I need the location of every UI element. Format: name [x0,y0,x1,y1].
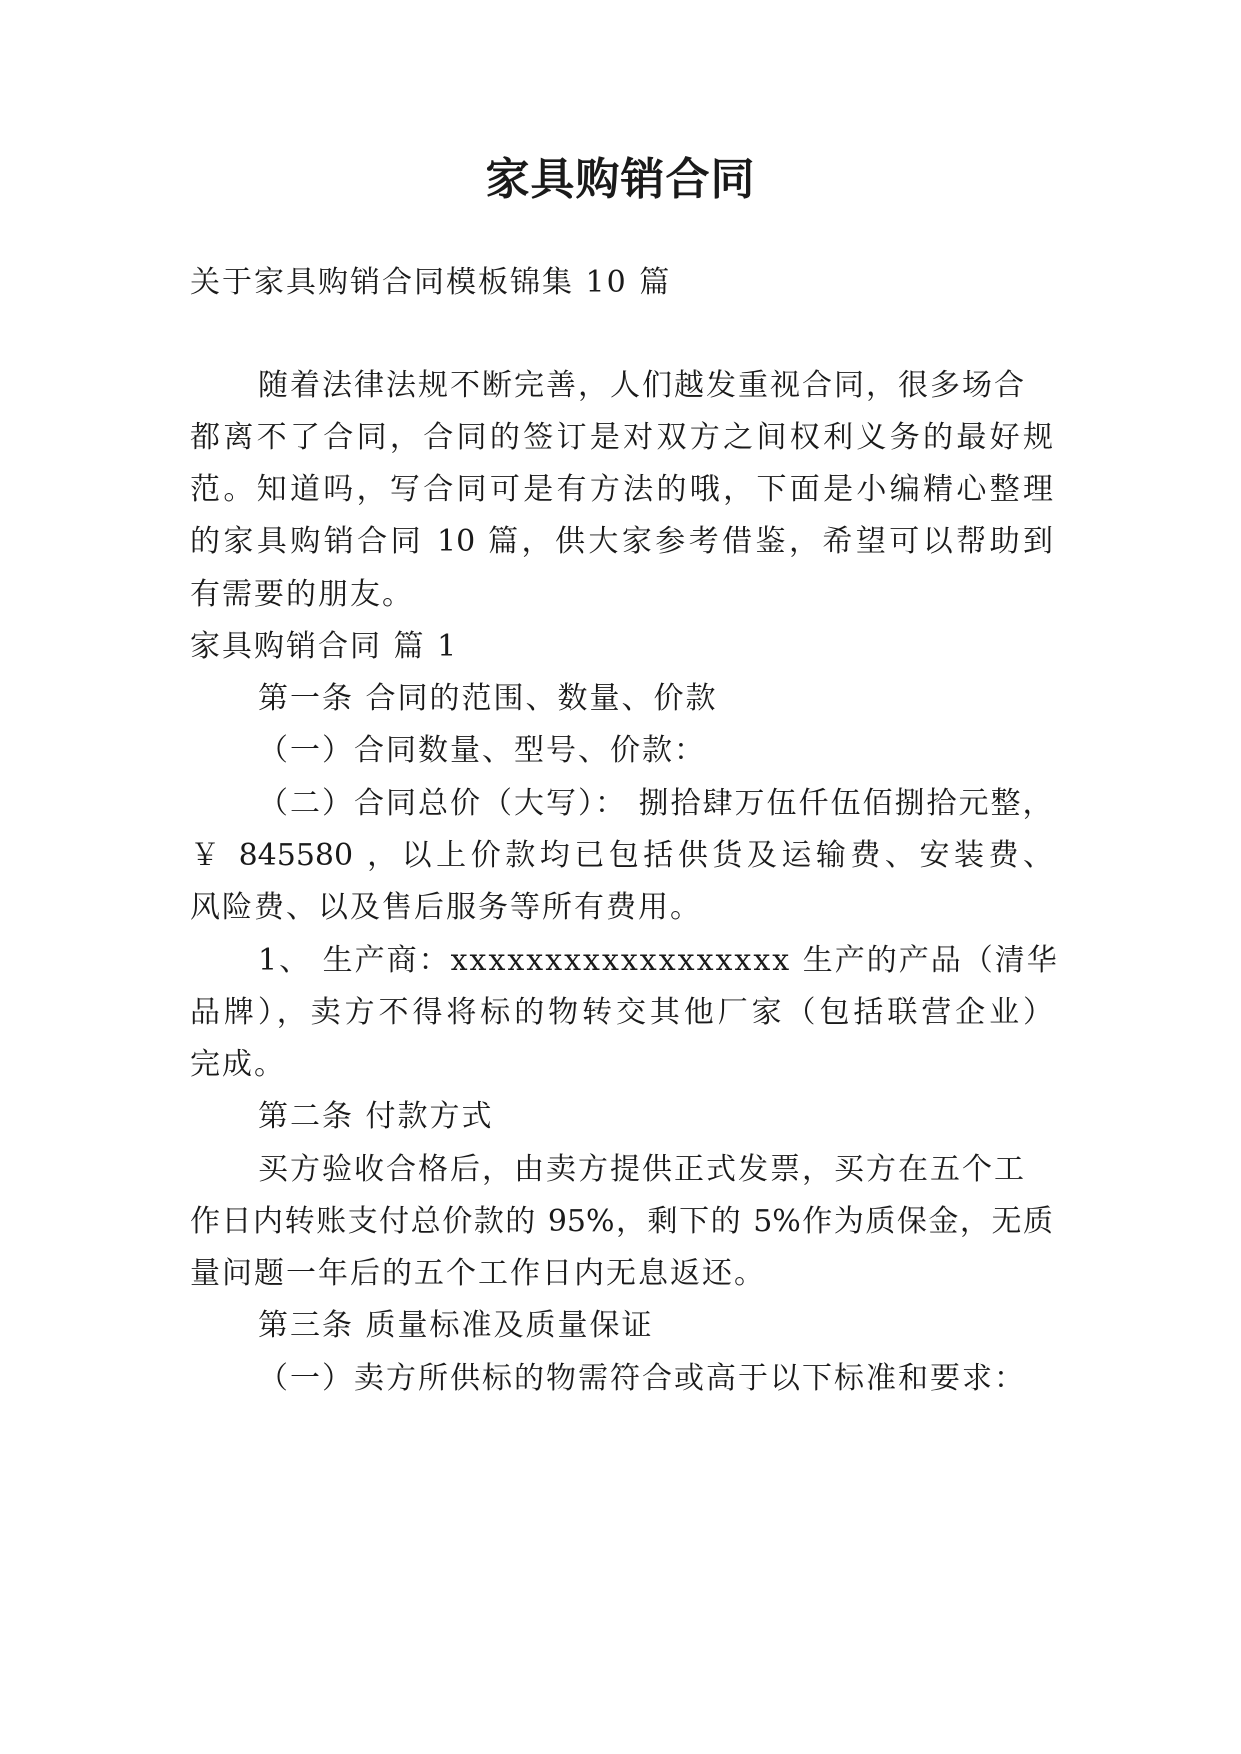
article3-item1: （一）卖方所供标的物需符合或高于以下标准和要求： [258,1361,1026,1396]
intro-line-4: 的家具购销合同 10 篇，供大家参考借鉴，希望可以帮助到 [190,524,1053,559]
document-title: 家具购销合同 [485,154,756,205]
article1-item1: （一）合同数量、型号、价款： [258,733,706,768]
article3-heading: 第三条 质量标准及质量保证 [258,1308,654,1343]
intro-line-3: 范。知道吗，写合同可是有方法的哦，下面是小编精心整理 [190,472,1053,507]
intro-line-1: 随着法律法规不断完善，人们越发重视合同，很多场合 [258,368,1026,403]
intro-line-5: 有需要的朋友。 [190,577,414,612]
section-heading: 家具购销合同 篇 1 [190,629,459,664]
article2-heading: 第二条 付款方式 [258,1099,494,1134]
article1-point1-line-3: 完成。 [190,1047,286,1082]
article1-point1-line-2: 品牌），卖方不得将标的物转交其他厂家（包括联营企业） [190,995,1053,1030]
intro-line-2: 都离不了合同，合同的签订是对双方之间权利义务的最好规 [190,420,1053,455]
article2-body-line-1: 买方验收合格后，由卖方提供正式发票，买方在五个工 [258,1152,1026,1187]
article1-point1-line-1: 1、 生产商：xxxxxxxxxxxxxxxxxx 生产的产品（清华 [258,943,1059,978]
article2-body-line-2: 作日内转账支付总价款的 95%，剩下的 5%作为质保金，无质 [190,1204,1053,1239]
article1-item2-line-1: （二）合同总价（大写）： 捌拾肆万伍仟伍佰捌拾元整， [258,786,1055,821]
article1-item2-line-3: 风险费、以及售后服务等所有费用。 [190,890,702,925]
document-subtitle: 关于家具购销合同模板锦集 10 篇 [190,265,672,300]
article1-heading: 第一条 合同的范围、数量、价款 [258,681,718,716]
article1-item2-line-2: ￥ 845580 ，以上价款均已包括供货及运输费、安装费、 [190,838,1053,873]
article2-body-line-3: 量问题一年后的五个工作日内无息返还。 [190,1256,766,1291]
